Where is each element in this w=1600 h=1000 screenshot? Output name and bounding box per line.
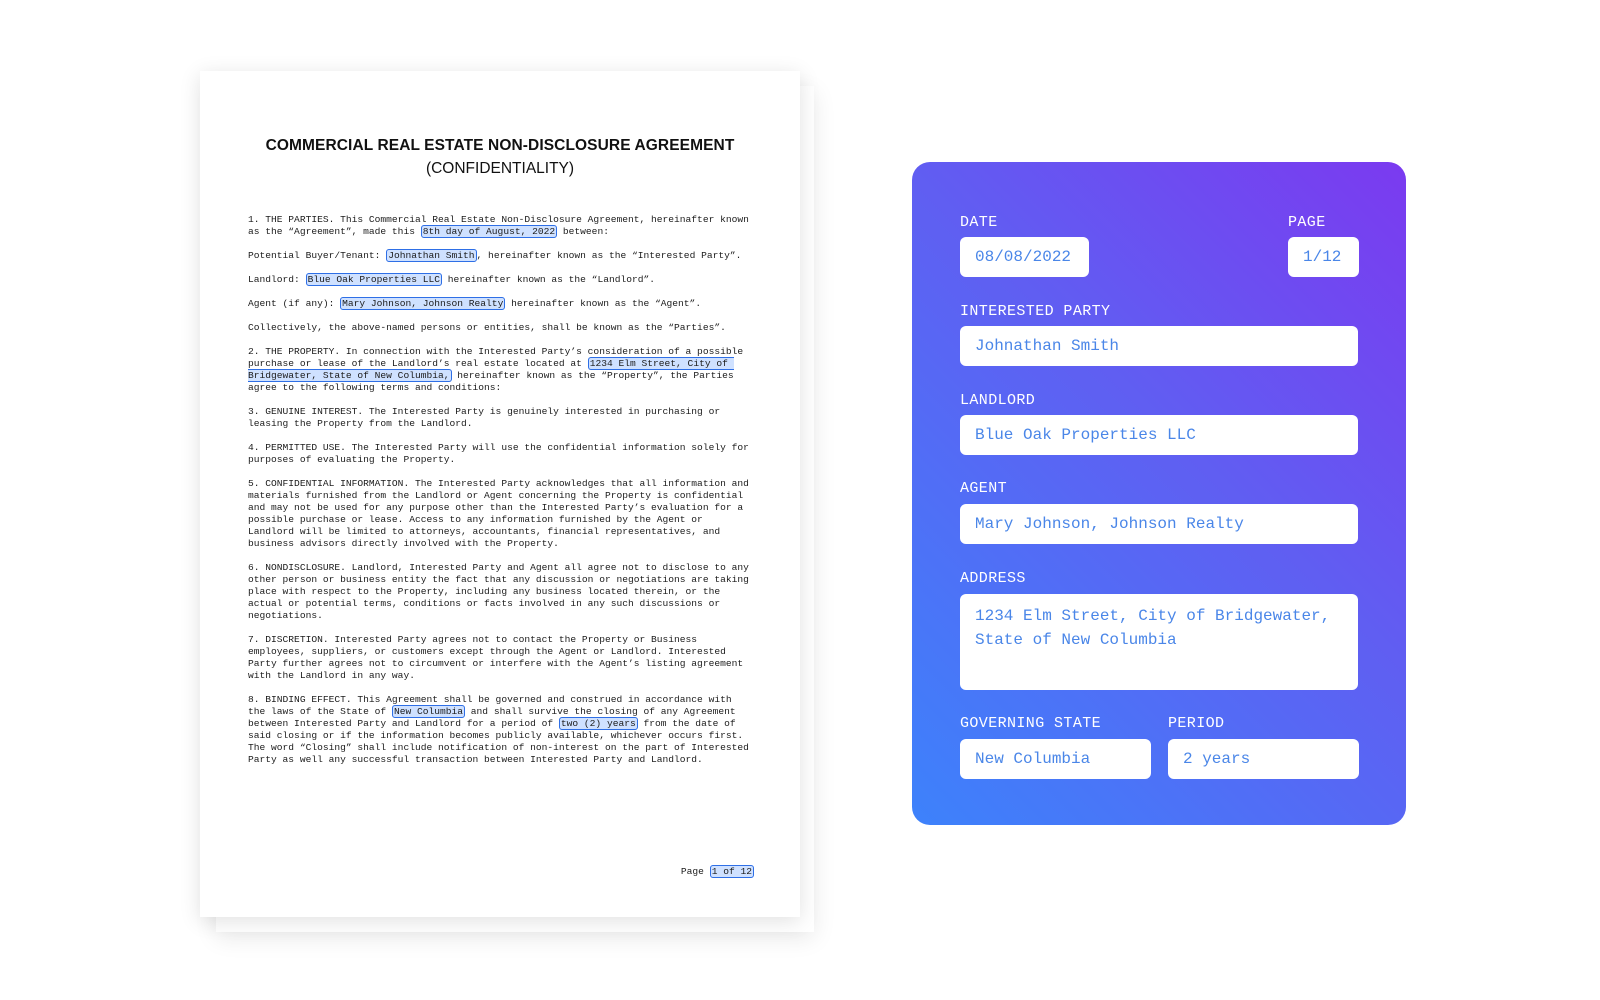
- clause-parties: 1. THE PARTIES. This Commercial Real Estate Non-Disclosure Agreement, hereinafter known as the “Agreement”, made this 8th day of August, 2022 between:: [248, 214, 755, 237]
- date-field[interactable]: 08/08/2022: [960, 237, 1089, 277]
- page-label: PAGE: [1288, 214, 1326, 231]
- highlight-interested-party[interactable]: Johnathan Smith: [388, 250, 475, 261]
- highlight-date[interactable]: 8th day of August, 2022: [422, 226, 556, 237]
- landlord-field[interactable]: Blue Oak Properties LLC: [960, 415, 1358, 455]
- extracted-fields-panel: [912, 162, 1406, 825]
- clause-agent: Agent (if any): Mary Johnson, Johnson Realty hereinafter known as the “Agent”.: [248, 298, 702, 309]
- document-title: COMMERCIAL REAL ESTATE NON-DISCLOSURE AGREEMENT: [265, 137, 735, 154]
- date-label: DATE: [960, 214, 998, 231]
- governing-state-label: GOVERNING STATE: [960, 715, 1102, 732]
- clause-permitted-use: 4. PERMITTED USE. The Interested Party will use the confidential information solely for purposes of evaluating the Property.: [248, 442, 755, 465]
- highlight-governing-state[interactable]: New Columbia: [393, 706, 464, 717]
- clause-property: 2. THE PROPERTY. In connection with the Interested Party’s consideration of a possible purchase or lease of the Landlord’s real estate located at 1234 Elm Street, City of Bridgewater, State of New Columbia, hereinafter known as the “Property”, the Parties agree to the following terms and conditions:: [248, 346, 749, 393]
- interested-party-label: INTERESTED PARTY: [960, 303, 1111, 320]
- period-field[interactable]: 2 years: [1168, 739, 1359, 779]
- governing-state-field[interactable]: New Columbia: [960, 739, 1151, 779]
- document-page: [200, 71, 800, 917]
- clause-confidential-information: 5. CONFIDENTIAL INFORMATION. The Interested Party acknowledges that all information and materials furnished from the Landlord or Agent concerning the Property is confidential and may not be used for any purpose other than the Interested Party’s evaluation for a possible purchase or lease. Access to any information furnished by the Agent or Landlord will be limited to attorneys, accountants, financial representatives, and business advisors directly involved with the Property.: [248, 478, 755, 549]
- clause-discretion: 7. DISCRETION. Interested Party agrees not to contact the Property or Business employees, suppliers, or customers except through the Agent or Landlord. Interested Party further agrees not to circumvent or interfere with the Agent’s listing agreement with the Landlord in any way.: [248, 634, 749, 681]
- address-label: ADDRESS: [960, 570, 1026, 587]
- clause-nondisclosure: 6. NONDISCLOSURE. Landlord, Interested Party and Agent all agree not to disclose to any other person or business entity the fact that any discussion or negotiations are taking place with respect to the Property, including any business located therein, or the actual or potential terms, conditions or facts involved in any such discussions or negotiations.: [248, 562, 755, 621]
- agent-label: AGENT: [960, 480, 1008, 497]
- highlight-period[interactable]: two (2) years: [560, 718, 636, 729]
- highlight-page-number[interactable]: 1 of 12: [711, 866, 752, 877]
- address-field[interactable]: 1234 Elm Street, City of Bridgewater, State of New Columbia: [960, 594, 1358, 690]
- clause-buyer: Potential Buyer/Tenant: Johnathan Smith , hereinafter known as the “Interested Party”.: [248, 250, 742, 261]
- document-subtitle: (CONFIDENTIALITY): [425, 160, 575, 177]
- period-label: PERIOD: [1168, 715, 1225, 732]
- highlight-landlord[interactable]: Blue Oak Properties LLC: [307, 274, 440, 285]
- landlord-label: LANDLORD: [960, 392, 1036, 409]
- agent-field[interactable]: Mary Johnson, Johnson Realty: [960, 504, 1358, 544]
- clause-genuine-interest: 3. GENUINE INTEREST. The Interested Party is genuinely interested in purchasing or leasing the Property from the Landlord.: [248, 406, 726, 429]
- highlight-address[interactable]: 1234 Elm Street, City of Bridgewater, State of New Columbia,: [248, 358, 734, 381]
- interested-party-field[interactable]: Johnathan Smith: [960, 326, 1358, 366]
- highlight-agent[interactable]: Mary Johnson, Johnson Realty: [342, 298, 504, 309]
- document-body: [248, 214, 755, 766]
- clause-binding-effect: 8. BINDING EFFECT. This Agreement shall be governed and construed in accordance with the laws of the State of New Columbia and shall survive the closing of any Agreement between Interested Party and Landlord for a period of two (2) years from the date of said closing or if the information becomes publicly available, whichever occurs first. The word “Closing” shall include notification of non-interest on the part of Interested Party as well any successful transaction between Interested Party and Landlord.: [248, 694, 755, 765]
- page-footer: Page 1 of 12: [680, 866, 752, 877]
- clause-landlord: Landlord: Blue Oak Properties LLC hereinafter known as the “Landlord”.: [248, 274, 656, 285]
- page-field[interactable]: 1/12: [1288, 237, 1359, 277]
- clause-collectively: Collectively, the above-named persons or entities, shall be known as the “Parties”.: [248, 322, 726, 333]
